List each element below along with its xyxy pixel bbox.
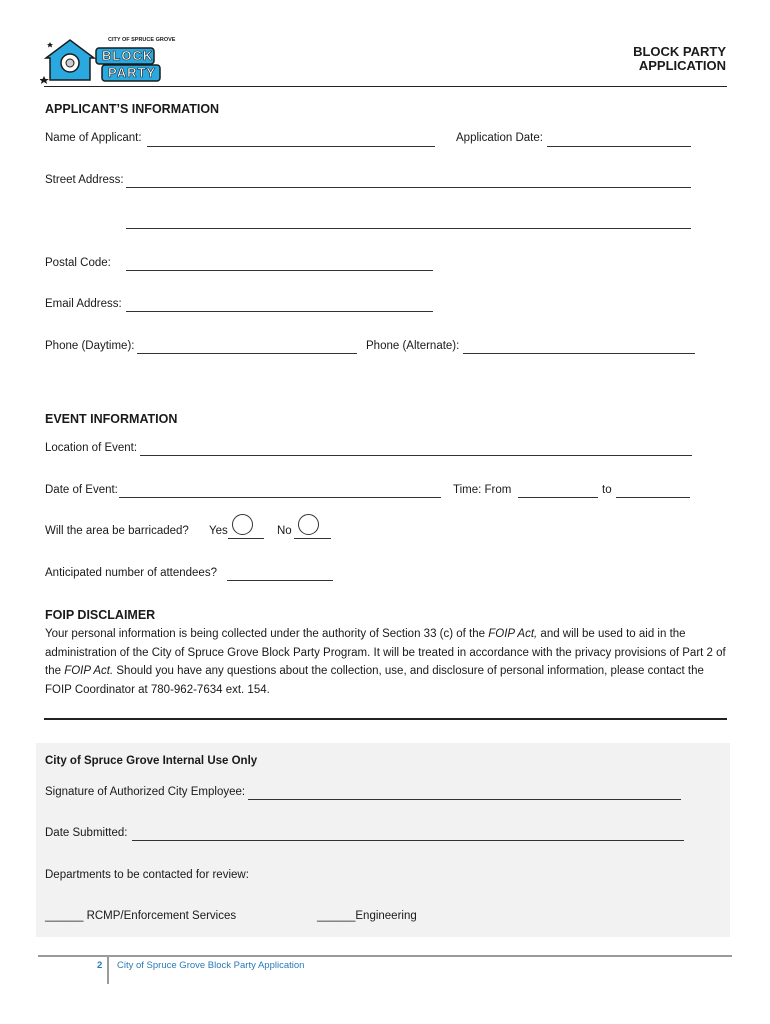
dept-engineering-blank[interactable]: ______	[317, 910, 356, 922]
dept-rcmp[interactable]	[45, 910, 236, 922]
foip-paragraph	[45, 625, 727, 699]
logo	[40, 34, 176, 86]
date-submitted-field[interactable]	[132, 840, 684, 841]
street-address-field[interactable]	[126, 187, 691, 188]
applicant-heading: APPLICANT’S INFORMATION	[45, 102, 220, 116]
title-line-2: APPLICATION	[638, 58, 726, 73]
street-address-label: Street Address:	[45, 174, 124, 186]
application-date-label: Application Date:	[456, 132, 543, 144]
applicant-name-label: Name of Applicant:	[45, 132, 142, 144]
barricade-label: Will the area be barricaded?	[45, 525, 189, 537]
applicant-name-field[interactable]	[147, 146, 435, 147]
event-date-label: Date of Event:	[45, 484, 118, 496]
foip-text-3: Should you have any questions about the collection, use, and disclosure of personal information, please contact the FOIP Coordinator at 780-962-7634 ext. 154.	[45, 665, 704, 696]
barricade-yes-underline	[228, 538, 264, 539]
foip-text-2: and will be used to aid in the administration of the City of Spruce Grove Block Party Program. It will be treated in accordance with the privacy provisions of Part 2 of the	[45, 628, 726, 678]
event-location-label: Location of Event:	[45, 442, 138, 454]
email-address-field[interactable]	[126, 311, 433, 312]
event-date-field[interactable]	[119, 497, 441, 498]
signature-label: Signature of Authorized City Employee:	[45, 786, 246, 798]
event-location-field[interactable]	[140, 455, 692, 456]
barricade-no-underline	[294, 538, 331, 539]
email-address-label: Email Address:	[45, 298, 122, 310]
logo-party-text: PARTY	[108, 65, 157, 80]
foip-text-1: Your personal information is being collected under the authority of Section 33 (c) of the	[45, 628, 489, 640]
dept-engineering-label: Engineering	[355, 910, 417, 922]
street-address-field-2[interactable]	[126, 228, 691, 229]
footer-rule	[38, 955, 732, 957]
dept-rcmp-blank[interactable]: ______	[45, 910, 84, 922]
section-divider	[44, 718, 727, 720]
postal-code-label: Postal Code:	[45, 257, 111, 269]
phone-daytime-label: Phone (Daytime):	[45, 340, 135, 352]
footer-separator	[107, 957, 109, 984]
logo-block-text: BLOCK	[102, 48, 154, 63]
phone-alternate-field[interactable]	[463, 353, 695, 354]
logo-city-text: CITY OF SPRUCE GROVE	[108, 37, 176, 43]
phone-alternate-label: Phone (Alternate):	[366, 340, 460, 352]
foip-act-1: FOIP Act,	[488, 628, 538, 640]
time-from-label: Time: From	[453, 484, 512, 496]
phone-daytime-field[interactable]	[137, 353, 357, 354]
barricade-no-label: No	[277, 525, 292, 537]
time-from-field[interactable]	[518, 497, 598, 498]
barricade-no-radio[interactable]	[298, 514, 319, 535]
time-to-label: to	[602, 484, 612, 496]
application-date-field[interactable]	[547, 146, 691, 147]
barricade-yes-radio[interactable]	[232, 514, 253, 535]
dept-rcmp-label: RCMP/Enforcement Services	[83, 910, 237, 922]
header-divider	[44, 86, 727, 87]
attendees-label: Anticipated number of attendees?	[45, 567, 217, 579]
page-title	[633, 45, 726, 73]
date-submitted-label: Date Submitted:	[45, 827, 128, 839]
footer-page-number: 2	[97, 960, 103, 971]
time-to-field[interactable]	[616, 497, 690, 498]
postal-code-field[interactable]	[126, 270, 433, 271]
footer-title: City of Spruce Grove Block Party Application	[117, 960, 305, 971]
foip-act-2: FOIP Act.	[64, 665, 114, 678]
event-heading: EVENT INFORMATION	[45, 412, 178, 426]
internal-heading: City of Spruce Grove Internal Use Only	[45, 755, 258, 767]
departments-label: Departments to be contacted for review:	[45, 869, 249, 881]
attendees-field[interactable]	[227, 580, 333, 581]
foip-heading: FOIP DISCLAIMER	[45, 608, 156, 622]
title-line-1: BLOCK PARTY	[633, 44, 726, 59]
dept-engineering[interactable]	[317, 910, 417, 922]
barricade-yes-label: Yes	[209, 525, 228, 537]
signature-field[interactable]	[248, 799, 681, 800]
